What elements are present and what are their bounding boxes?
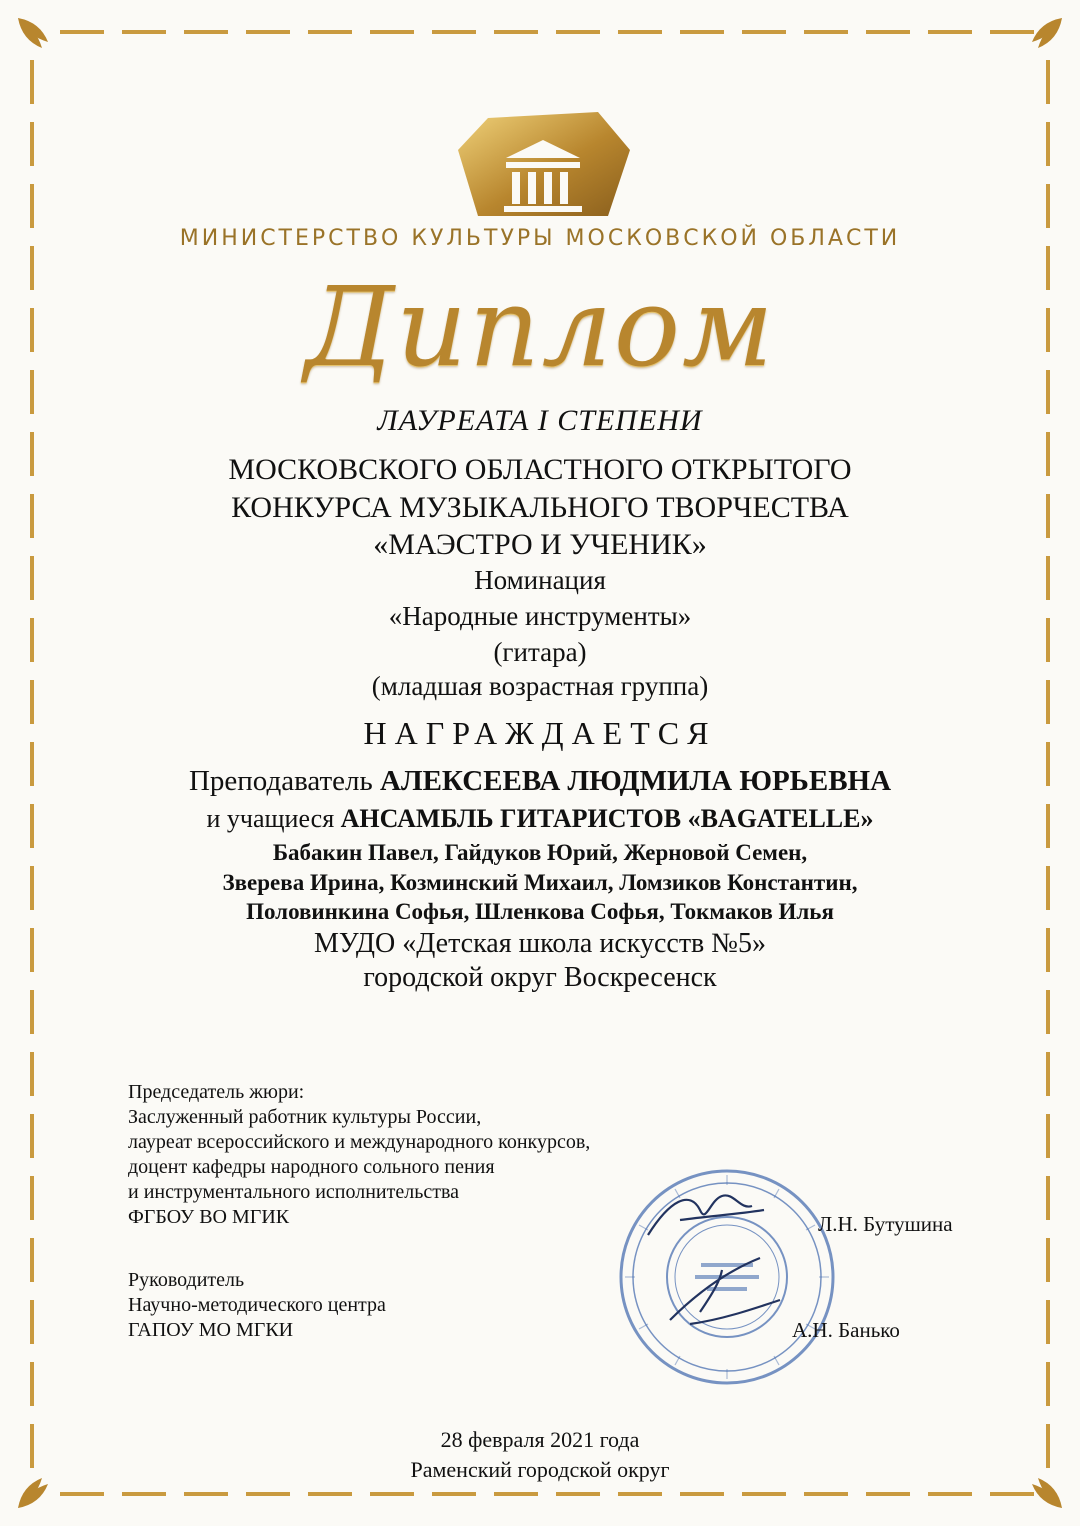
frame-dash [680, 30, 724, 34]
frame-dash [742, 1492, 786, 1496]
contest-line-1: МОСКОВСКОГО ОБЛАСТНОГО ОТКРЫТОГО [228, 453, 852, 486]
frame-dash [1046, 60, 1050, 104]
frame-dash [246, 1492, 290, 1496]
ensemble-name: АНСАМБЛЬ ГИТАРИСТОВ «BAGATELLE» [340, 804, 874, 833]
contest-line-2: КОНКУРСА МУЗЫКАЛЬНОГО ТВОРЧЕСТВА [231, 491, 849, 524]
center-head-line: ГАПОУ МО МГКИ [128, 1319, 294, 1341]
chair-signer-name: Л.Н. Бутушина [818, 1212, 953, 1236]
ministry-name: МИНИСТЕРСТВО КУЛЬТУРЫ МОСКОВСКОЙ ОБЛАСТИ [179, 226, 901, 251]
jury-chair-line: Председатель жюри: [128, 1081, 305, 1103]
center-head-line: Научно-методического центра [128, 1294, 386, 1316]
frame-dash [990, 30, 1034, 34]
frame-dash [866, 30, 910, 34]
jury-chair-block [128, 1080, 590, 1230]
frame-dash [494, 30, 538, 34]
diploma-title: Диплом [304, 263, 776, 391]
frame-dash [494, 1492, 538, 1496]
student-names-line-1: Бабакин Павел, Гайдуков Юрий, Жерновой Семен, [272, 840, 808, 865]
frame-dash [432, 1492, 476, 1496]
frame-dash [1046, 1238, 1050, 1282]
frame-dash [184, 1492, 228, 1496]
frame-dash [556, 1492, 600, 1496]
issue-place: Раменский городской округ [410, 1457, 670, 1482]
frame-dash [60, 1492, 104, 1496]
frame-dash [30, 990, 34, 1034]
issue-date: 28 февраля 2021 года [440, 1427, 640, 1452]
instrument: (гитара) [493, 637, 587, 667]
frame-dash [928, 30, 972, 34]
frame-dash [30, 60, 34, 104]
frame-dash [1046, 1052, 1050, 1096]
frame-dash [30, 1362, 34, 1406]
frame-dash [556, 30, 600, 34]
awarded-heading: НАГРАЖДАЕТСЯ [363, 715, 717, 751]
frame-dash [742, 30, 786, 34]
teacher-name: АЛЕКСЕЕВА ЛЮДМИЛА ЮРЬЕВНА [380, 765, 892, 797]
teacher-prefix: Преподаватель [188, 765, 373, 797]
frame-dash [308, 30, 352, 34]
frame-dash [122, 1492, 166, 1496]
frame-dash [60, 30, 104, 34]
frame-dash [1046, 122, 1050, 166]
jury-chair-line: лауреат всероссийского и международного конкурсов, [128, 1131, 591, 1153]
jury-chair-line: Заслуженный работник культуры России, [128, 1106, 482, 1128]
students-prefix: и учащиеся [206, 804, 335, 833]
frame-dash [184, 30, 228, 34]
frame-dash [30, 1176, 34, 1220]
center-head-block [128, 1268, 386, 1343]
student-names-line-2: Зверева Ирина, Козминский Михаил, Ломзиков Константин, [222, 870, 858, 895]
center-head-line: Руководитель [128, 1269, 245, 1291]
jury-chair-line: и инструментального исполнительства [128, 1181, 460, 1203]
frame-dash [866, 1492, 910, 1496]
frame-dash [1046, 1300, 1050, 1344]
frame-dash [1046, 1176, 1050, 1220]
nomination-label: Номинация [474, 565, 606, 595]
frame-dash [246, 30, 290, 34]
frame-dash [990, 1492, 1034, 1496]
frame-dash [1046, 1362, 1050, 1406]
frame-dash [928, 1492, 972, 1496]
frame-dash [30, 1114, 34, 1158]
frame-dash [618, 1492, 662, 1496]
frame-dash [804, 30, 848, 34]
laureate-degree: ЛАУРЕАТА I СТЕПЕНИ [377, 404, 703, 437]
frame-dash [30, 1300, 34, 1344]
head-signature [660, 1250, 790, 1330]
frame-dash [1046, 1114, 1050, 1158]
frame-dash [30, 1238, 34, 1282]
frame-dash [370, 30, 414, 34]
frame-dash [308, 1492, 352, 1496]
jury-chair-line: ФГБОУ ВО МГИК [128, 1206, 290, 1228]
student-names-line-3: Половинкина Софья, Шленкова Софья, Токмаков Илья [246, 899, 834, 924]
school-name: МУДО «Детская школа искусств №5» [314, 928, 766, 959]
district-name: городской округ Воскресенск [363, 962, 717, 993]
frame-dash [30, 122, 34, 166]
students-line [0, 804, 1080, 834]
frame-dash [804, 1492, 848, 1496]
jury-chair-line: доцент кафедры народного сольного пения [128, 1156, 495, 1178]
frame-dash [122, 30, 166, 34]
teacher-line [0, 765, 1080, 798]
frame-dash [680, 1492, 724, 1496]
frame-dash [30, 184, 34, 228]
frame-dash [370, 1492, 414, 1496]
frame-dash [432, 30, 476, 34]
age-group: (младшая возрастная группа) [371, 671, 709, 701]
frame-dash [1046, 990, 1050, 1034]
contest-line-3: «МАЭСТРО И УЧЕНИК» [373, 528, 707, 561]
chair-signature [640, 1180, 770, 1250]
nomination-title: «Народные инструменты» [388, 601, 692, 631]
frame-dash [30, 1052, 34, 1096]
building-columns-icon [448, 110, 638, 220]
frame-dash [618, 30, 662, 34]
frame-dash [1046, 184, 1050, 228]
head-signer-name: А.Н. Банько [792, 1318, 900, 1342]
